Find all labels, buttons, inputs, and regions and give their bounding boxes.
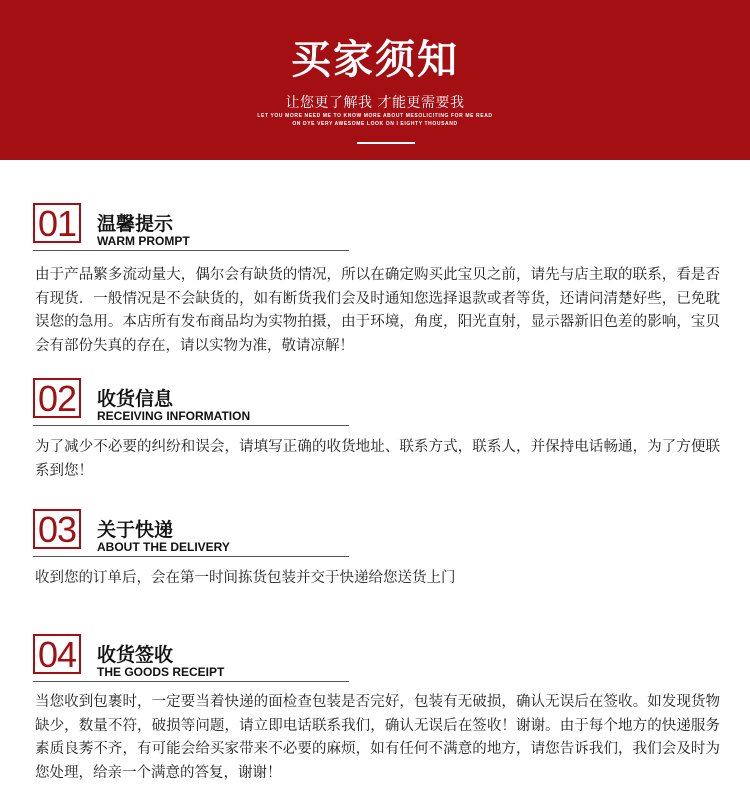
- section-title: 关于快递: [97, 519, 174, 541]
- section-title-en: RECEIVING INFORMATION: [97, 409, 251, 423]
- section-title-en: ABOUT THE DELIVERY: [97, 540, 230, 554]
- header-banner: [0, 0, 750, 160]
- section-title: 收货信息: [97, 388, 174, 410]
- page-title: 买家须知: [291, 37, 459, 83]
- page-subtitle: 让您更了解我 才能更需要我: [285, 95, 465, 111]
- section-title-en: THE GOODS RECEIPT: [97, 665, 225, 679]
- english-tagline-line2: ON DYE VERY AWESOME LOOK ON I EIGHTY THOUSAND: [292, 121, 458, 127]
- section-divider: [33, 556, 349, 557]
- section-body: 由于产品繁多流动量大，偶尔会有缺货的情况，所以在确定购买此宝贝之前，请先与店主取的联系，看是否有现货．一般情况是不会缺货的，如有断货我们会及时通知您选择退款或者等货，还请问清楚好些，已免耽误您的急用。本店所有发布商品均为实物拍摄，由于环境，角度，阳光直射，显示器新旧色差的影响，宝贝会有部份失真的存在，请以实物为准，敬请凉解！: [35, 267, 720, 354]
- section-number-badge: 04: [33, 634, 81, 674]
- english-tagline-line1: LET YOU MORE NEED ME TO KNOW MORE ABOUT MESOLICITING FOR ME READ: [257, 113, 493, 119]
- section-title: 温馨提示: [97, 213, 174, 235]
- section-divider: [33, 425, 349, 426]
- section-body: 为了减少不必要的纠纷和误会，请填写正确的收货地址、联系方式，联系人，并保持电话畅通，为了方便联系到您！: [35, 439, 720, 479]
- section-divider: [33, 681, 349, 682]
- section-number-badge: 01: [33, 203, 81, 243]
- section-body: 当您收到包裹时，一定要当着快递的面检查包装是否完好，包装有无破损，确认无误后在签收。如发现货物缺少，数量不符，破损等问题，请立即电话联系我们，确认无误后在签收！谢谢。由于每个地方的快递服务素质良莠不齐，有可能会给买家带来不必要的麻烦，如有任何不满意的地方，请您告诉我们，我们会及时为您处理，给亲一个满意的答复，谢谢！: [35, 694, 720, 781]
- section-body: 收到您的订单后，会在第一时间拣货包装并交于快递给您送货上门: [35, 570, 456, 586]
- banner-divider: [357, 142, 415, 144]
- section-divider: [33, 250, 349, 251]
- section-number-badge: 02: [33, 378, 81, 418]
- section-title: 收货签收: [97, 644, 174, 666]
- section-title-en: WARM PROMPT: [97, 234, 190, 248]
- section-number-badge: 03: [33, 509, 81, 549]
